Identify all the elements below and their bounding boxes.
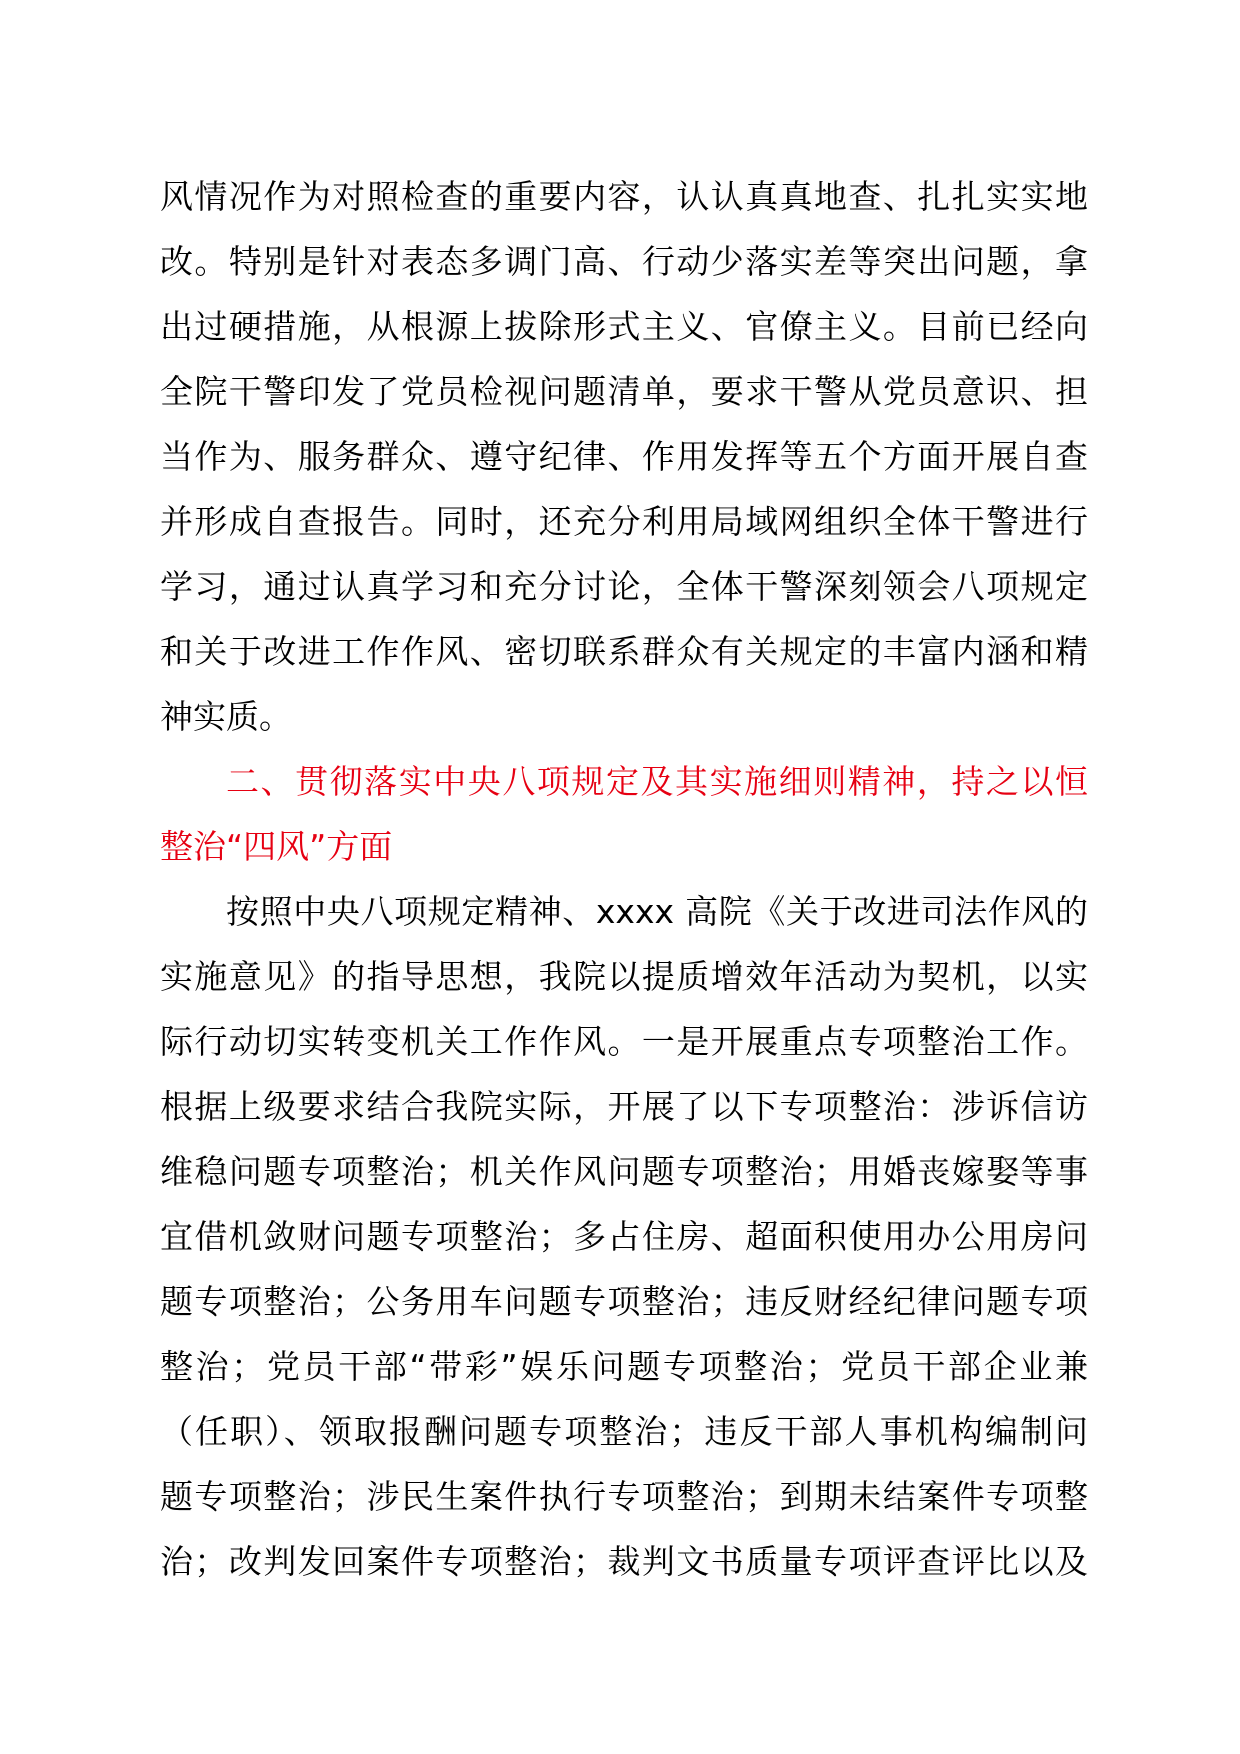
body-line: 际行动切实转变机关工作作风。一是开展重点专项整治工作。 — [160, 1022, 1088, 1061]
body-line: 治；改判发回案件专项整治；裁判文书质量专项评查评比以及 — [160, 1542, 1088, 1581]
section-heading-line: 整治“四风”方面 — [160, 827, 393, 866]
body-line: 根据上级要求结合我院实际，开展了以下专项整治：涉诉信访 — [160, 1087, 1088, 1126]
body-line: 实施意见》的指导思想，我院以提质增效年活动为契机，以实 — [160, 957, 1088, 996]
body-line: 按照中央八项规定精神、xxxx 高院《关于改进司法作风的 — [226, 892, 1088, 931]
body-line: 全院干警印发了党员检视问题清单，要求干警从党员意识、担 — [160, 372, 1088, 411]
body-line: 和关于改进工作作风、密切联系群众有关规定的丰富内涵和精 — [160, 632, 1088, 671]
body-line: 题专项整治；涉民生案件执行专项整治；到期未结案件专项整 — [160, 1477, 1088, 1516]
document-body — [160, 164, 1088, 1594]
body-line: 风情况作为对照检查的重要内容，认认真真地查、扎扎实实地 — [160, 177, 1088, 216]
body-line: 神实质。 — [160, 697, 292, 736]
body-line: 当作为、服务群众、遵守纪律、作用发挥等五个方面开展自查 — [160, 437, 1088, 476]
body-line: 改。特别是针对表态多调门高、行动少落实差等突出问题，拿 — [160, 242, 1088, 281]
body-line: 题专项整治；公务用车问题专项整治；违反财经纪律问题专项 — [160, 1282, 1088, 1321]
section-heading-line: 二、贯彻落实中央八项规定及其实施细则精神，持之以恒 — [226, 762, 1088, 801]
body-line: 维稳问题专项整治；机关作风问题专项整治；用婚丧嫁娶等事 — [160, 1152, 1088, 1191]
body-line: 并形成自查报告。同时，还充分利用局域网组织全体干警进行 — [160, 502, 1088, 541]
body-line: 整治；党员干部“带彩”娱乐问题专项整治；党员干部企业兼 — [160, 1347, 1088, 1386]
body-line: 学习，通过认真学习和充分讨论，全体干警深刻领会八项规定 — [160, 567, 1088, 606]
body-line: 出过硬措施，从根源上拔除形式主义、官僚主义。目前已经向 — [160, 307, 1088, 346]
body-line: 宜借机敛财问题专项整治；多占住房、超面积使用办公用房问 — [160, 1217, 1088, 1256]
body-line: （任职）、领取报酬问题专项整治；违反干部人事机构编制问 — [160, 1412, 1088, 1451]
